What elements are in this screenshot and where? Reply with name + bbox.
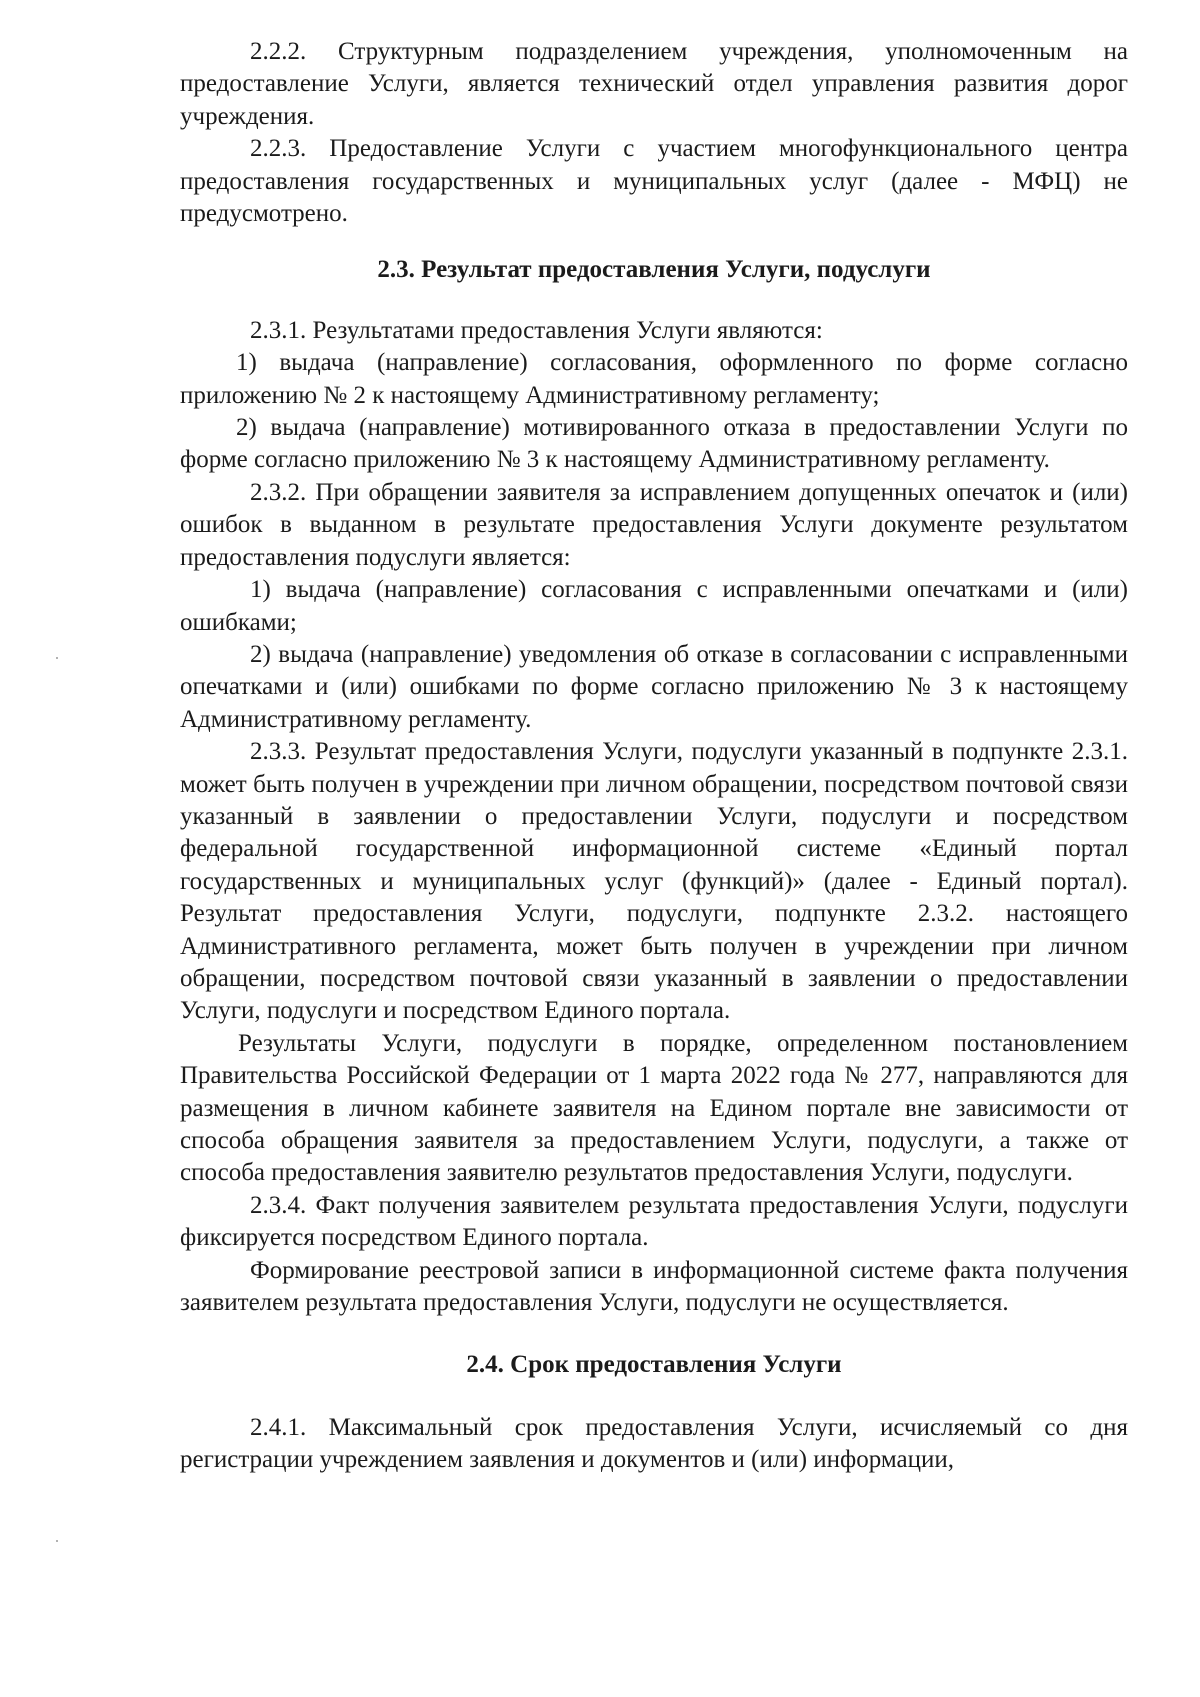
paragraph-2-2-3: 2.2.3. Предоставление Услуги с участием многофункционального центра предоставления государственных и муниципальных услуг (далее - МФЦ) не предусмотрено. — [180, 135, 1128, 228]
paragraph-2-3-2: 2.3.2. При обращении заявителя за исправлением допущенных опечаток и (или) ошибок в выданном в результате предоставления Услуги документе результатом предоставления подуслуги является: — [180, 478, 1128, 571]
spacer — [180, 287, 1128, 315]
list-item-2-3-2-2: 2) выдача (направление) уведомления об отказе в согласовании с исправленными опечатками и (или) ошибками по форме согласно приложению № 3 к настоящему Административному регламенту. — [180, 640, 1128, 733]
paragraph-results: Результаты Услуги, подуслуги в порядке, определенном постановлением Правительства Российской Федерации от 1 марта 2022 года № 277, направляются для размещения в личном кабинете заявителя на Едином портале вне зависимости от способа обращения заявителя за предоставлением Услуги, подуслуги, а также от способа предоставления заявителю результатов предоставления Услуги, подуслуги. — [180, 1029, 1128, 1187]
spacer — [180, 1382, 1128, 1412]
spacer — [180, 230, 1128, 254]
document-body — [180, 36, 1128, 1477]
paragraph-registry-record: Формирование реестровой записи в информационной системе факта получения заявителем результата предоставления Услуги, подуслуги не осуществляется. — [180, 1256, 1128, 1317]
scan-speck — [56, 657, 58, 659]
list-item-2-3-1-2: 2) выдача (направление) мотивированного отказа в предоставлении Услуги по форме согласно приложению № 3 к настоящему Административному регламенту. — [180, 414, 1128, 474]
paragraph-2-2-2: 2.2.2. Структурным подразделением учреждения, уполномоченным на предоставление Услуги, является технический отдел управления развития дорог учреждения. — [180, 38, 1128, 130]
section-heading-2-3: 2.3. Результат предоставления Услуги, подуслуги — [377, 256, 931, 284]
scan-speck — [56, 1540, 58, 1542]
paragraph-2-3-4: 2.3.4. Факт получения заявителем результата предоставления Услуги, подуслуги фиксируется посредством Единого портала. — [180, 1191, 1128, 1252]
list-item-2-3-1-1: 1) выдача (направление) согласования, оформленного по форме согласно приложению № 2 к настоящему Административному регламенту; — [180, 349, 1128, 409]
list-item-2-3-2-1: 1) выдача (направление) согласования с исправленными опечатками и (или) ошибками; — [180, 576, 1128, 636]
paragraph-2-4-1: 2.4.1. Максимальный срок предоставления Услуги, исчисляемый со дня регистрации учреждением заявления и документов и (или) информации, — [180, 1413, 1128, 1474]
paragraph-2-3-3: 2.3.3. Результат предоставления Услуги, подуслуги указанный в подпункте 2.3.1. может быть получен в учреждении при личном обращении, посредством почтовой связи указанный в заявлении о предоставлении Услуги, подуслуги и посредством федеральной государственной информационной системе «Единый портал государственных и муниципальных услуг (функций)» (далее - Единый портал). Результат предоставления Услуги, подуслуги, подпункте 2.3.2. настоящего Административного регламента, может быть получен в учреждении при личном обращении, посредством почтовой связи указанный в заявлении о предоставлении Услуги, подуслуги и посредством Единого портала. — [180, 738, 1128, 1025]
spacer — [180, 1319, 1128, 1349]
section-heading-2-4: 2.4. Срок предоставления Услуги — [466, 1351, 842, 1379]
paragraph-2-3-1: 2.3.1. Результатами предоставления Услуги являются: — [250, 316, 823, 344]
